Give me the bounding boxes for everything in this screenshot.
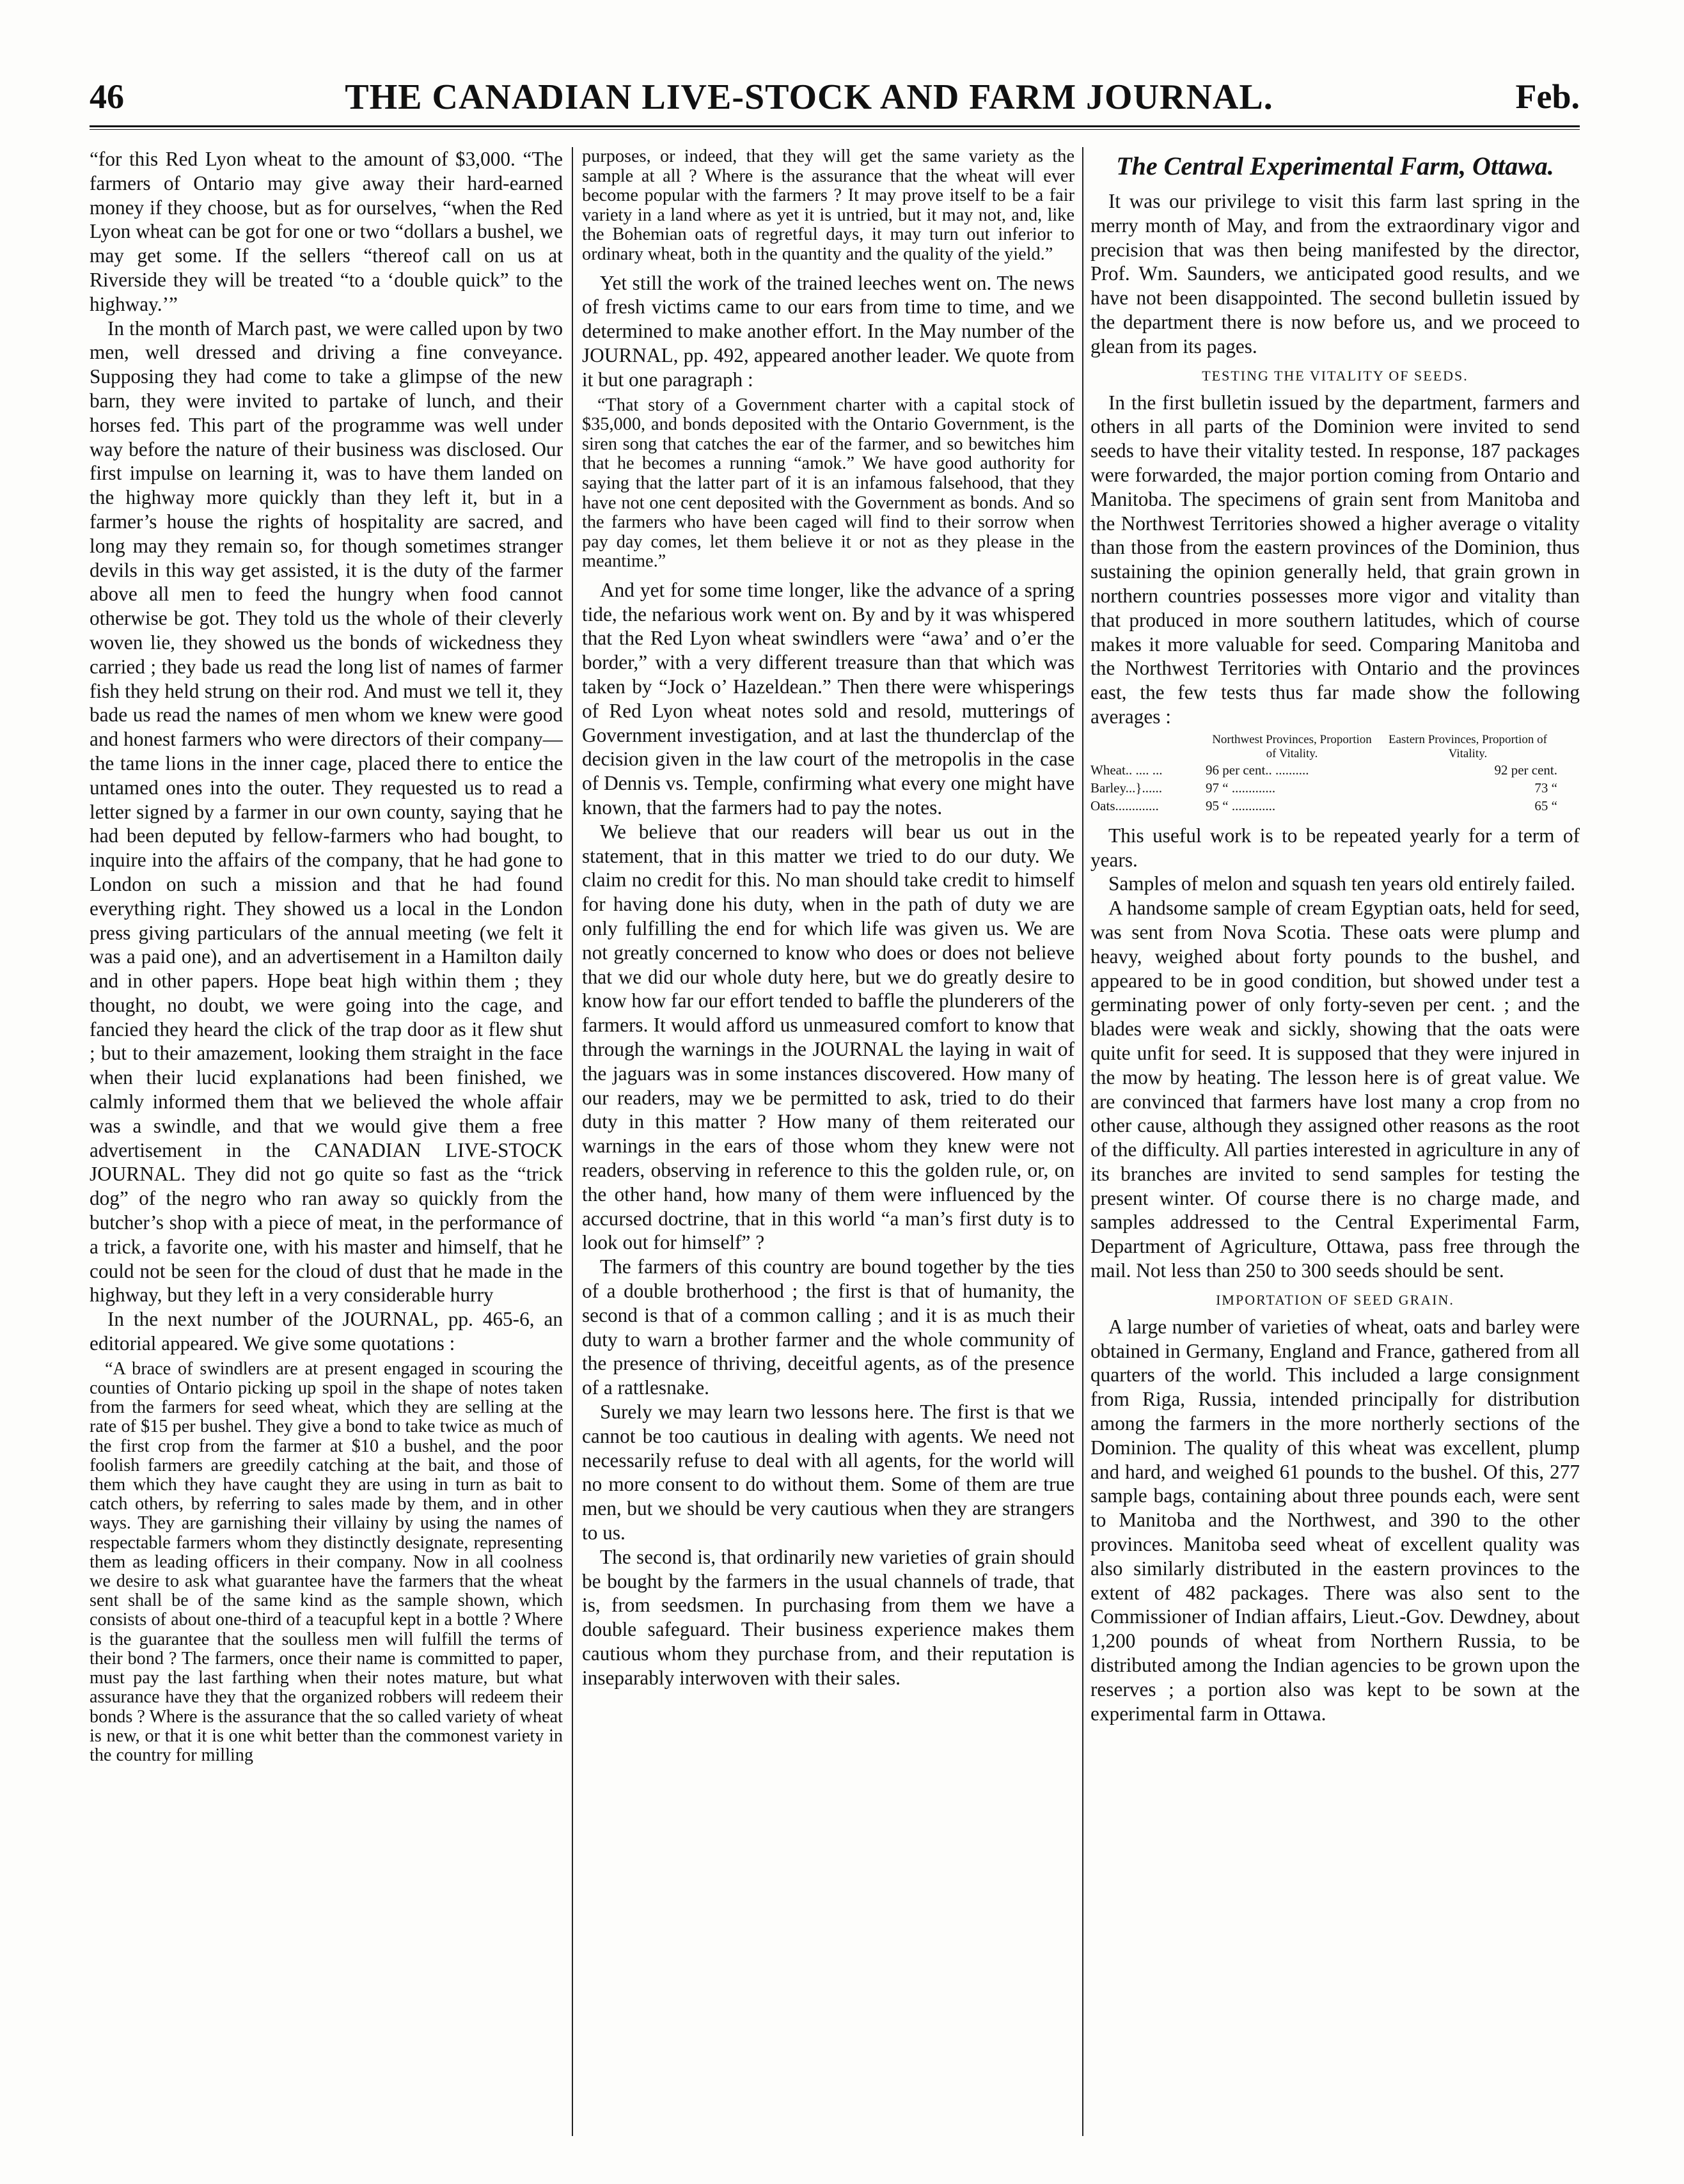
page-number: 46 bbox=[90, 77, 124, 116]
issue-month: Feb. bbox=[1515, 77, 1580, 116]
block-quote bbox=[582, 396, 1074, 572]
block-quote bbox=[90, 1360, 563, 1765]
east-cell: 65 “ bbox=[1534, 797, 1557, 813]
paragraph: This useful work is to be repeated yearly for a term of years. bbox=[1090, 824, 1580, 871]
column-1 bbox=[90, 147, 563, 2136]
paragraph: A handsome sample of cream Egyptian oats, held for seed, was sent from Nova Scotia. These oats were plump and heavy, weighed about forty pounds to the bushel, and appeared to be in good condition, but showed under test a germinating power of only forty-seven per cent. ; and the blades were weak and sickly, showing that the oats were quite unfit for seed. It is supposed that they were injured in the mow by heating. The lesson here is of great value. We are convinced that farmers have lost many a crop from no other cause, although they assigned other reasons as the root of the difficulty. All parties interested in agriculture in any of its branches are invited to send samples for testing the present winter. Of course there is no charge made, and samples addressed to the Central Experimental Farm, Department of Agriculture, Ottawa, pass free through the mail. Not less than 250 to 300 seeds should be sent. bbox=[1090, 897, 1580, 1282]
block-quote bbox=[582, 147, 1074, 265]
table-row bbox=[1090, 779, 1580, 797]
east-cell: 92 per cent. bbox=[1494, 762, 1557, 778]
quote-text: purposes, or indeed, that they will get the same variety as the sample at all ? Where is the assurance that the wheat will ever become popular with the farmers ? It may prove itself to be a fair variety in a land where as yet it is untried, but it may not, and, like the Bohemian oats of regretful days, it may turn out inferior to ordinary wheat, both in the quantity and the quality of the yield.” bbox=[582, 147, 1074, 264]
journal-title: THE CANADIAN LIVE-STOCK AND FARM JOURNAL. bbox=[345, 77, 1273, 117]
column-divider bbox=[572, 147, 573, 2136]
article-title: The Central Experimental Farm, Ottawa. bbox=[1116, 152, 1554, 180]
header-rule bbox=[90, 125, 1580, 130]
table-header-row bbox=[1090, 733, 1580, 761]
paragraph: And yet for some time longer, like the advance of a spring tide, the nefarious work went on. By and by it was whispered that the Red Lyon wheat swindlers were “awa’ and o’er the border,” with a very different treasure than that which was taken by “Jock o’ Hazeldean.” Then there were whisperings of Red Lyon wheat notes sold and resold, mutterings of Government investigation, and at last the thunderclap of the decision given in the law court of the metropolis in the case of Dennis vs. Temple, confirming what every one might have known, that the farmers had to pay the notes. bbox=[582, 578, 1074, 819]
section-heading: IMPORTATION OF SEED GRAIN. bbox=[1216, 1291, 1454, 1308]
quote-text: “That story of a Government charter with a capital stock of $35,000, and bonds deposited with the Ontario Government, is the siren song that catches the ear of the farmer, and so bewitches him that he becomes a running “amok.” We have good authority for saying that the latter part of it is an infamous falsehood, that they have not one cent deposited with the Government as bonds. And so the farmers who have been caged will find to their sorrow when pay day comes, let them believe it or not as they please in the meantime.” bbox=[582, 395, 1074, 572]
column-header: Eastern Provinces, Proportion of Vitality. bbox=[1388, 732, 1547, 760]
table-row bbox=[1090, 797, 1580, 815]
column-2 bbox=[582, 147, 1074, 2136]
quote-text: “A brace of swindlers are at present engaged in scouring the counties of Ontario picking up spoil in the shape of notes taken from the farmers for seed wheat, which they are selling at the rate of $15 per bushel. They give a bond to take twice as much of the first crop from the farmer at $10 a bushel, and the poor foolish farmers are greedily catching at the bait, and those of them which they have caught they are using in turn as bait to catch others, by referring to sales made by them, and in other ways. They are garnishing their villainy by using the names of respectable farmers whom they distinctly designate, representing them as leading officers in their company. Now in all coolness we desire to ask what guarantee have the farmers that the wheat sent shall be of the same kind as the sample shown, which consists of about one-third of a teacupful kept in a bottle ? Where is the guarantee that the soulless men will fulfill the terms of their bond ? The farmers, once their name is committed to paper, must pay the last farthing when their notes mature, but what assurance have they that the organized robbers will redeem their bonds ? Where is the assurance that the so called variety of wheat is new, or that it is one whit better than the commonest variety in the country for milling bbox=[90, 1358, 563, 1765]
paragraph: In the first bulletin issued by the department, farmers and others in all parts of the Dominion were invited to send seeds to have their vitality tested. In response, 187 packages were forwarded, the major portion coming from Ontario and Manitoba. The specimens of grain sent from Manitoba and the Northwest Territories showed a higher average o vitality than those from the eastern provinces of the Dominion, thus sustaining the opinion generally held, that grain grown in northern countries possesses more vigor and vitality than that produced in more southern latitudes, which of course makes it more valuable for seed. Comparing Manitoba and the Northwest Territories with Ontario and the provinces east, the few tests thus far made show the following averages : bbox=[1090, 391, 1580, 728]
paragraph: A large number of varieties of wheat, oats and barley were obtained in Germany, England and France, gathered from all quarters of the world. This included a large consignment from Riga, Russia, intended principally for distribution among the farmers in the more northerly sections of the Dominion. The quality of this wheat was excellent, plump and hard, and weighed 61 pounds to the bushel. Of this, 277 sample bags, containing about three pounds each, were sent to Manitoba and the Northwest, and 390 to the other provinces. Manitoba seed wheat of excellent quality was also similarly distributed in the eastern provinces to the extent of 482 packages. There was also sent to the Commissioner of Indian affairs, Lieut.-Gov. Dewdney, about 1,200 pounds of wheat from Northern Russia, to be distributed among the Indian agencies to be grown upon the reserves ; a portion also was kept to be sown at the experimental farm in Ottawa. bbox=[1090, 1315, 1580, 1725]
table-row bbox=[1090, 761, 1580, 779]
crop-cell: Oats............. bbox=[1090, 797, 1159, 813]
page-header bbox=[90, 77, 1580, 116]
paragraph: In the next number of the JOURNAL, pp. 465-6, an editorial appeared. We give some quotations : bbox=[90, 1308, 563, 1355]
paragraph: The second is, that ordinarily new varieties of grain should be bought by the farmers in the usual channels of trade, that is, from seedsmen. In purchasing from them we have a double safeguard. Their business experience makes them cautious whom they purchase from, and their reputation is inseparably interwoven with their sales. bbox=[582, 1545, 1074, 1689]
column-header: Northwest Provinces, Proportion of Vitality. bbox=[1212, 732, 1372, 760]
vitality-table bbox=[1090, 733, 1580, 815]
column-3 bbox=[1090, 147, 1580, 2136]
paragraph: Surely we may learn two lessons here. The first is that we cannot be too cautious in dealing with agents. We need not necessarily refuse to deal with all agents, for the world will no more consent to do without them. Some of them are true men, but we should be very cautious when they are strangers to us. bbox=[582, 1400, 1074, 1544]
paragraph: Yet still the work of the trained leeches went on. The news of fresh victims came to our ears from time to time, and we determined to make another effort. In the May number of the JOURNAL, pp. 492, appeared another leader. We quote from it but one paragraph : bbox=[582, 271, 1074, 391]
crop-cell: Wheat.. .... ... bbox=[1090, 762, 1163, 778]
paragraph: The farmers of this country are bound together by the ties of a double brotherhood ; the first is that of humanity, the second is that of a common calling ; and it is as much their duty to warn a brother farmer and the whole community of the presence of thriving, deceitful agents, as of the presence of a rattlesnake. bbox=[582, 1255, 1074, 1399]
nw-cell: 96 per cent.. .......... bbox=[1206, 762, 1309, 778]
east-cell: 73 “ bbox=[1534, 780, 1557, 796]
nw-cell: 95 “ ............. bbox=[1206, 797, 1276, 813]
column-divider bbox=[1082, 147, 1083, 2136]
section-heading: TESTING THE VITALITY OF SEEDS. bbox=[1202, 367, 1468, 384]
paragraph: It was our privilege to visit this farm last spring in the merry month of May, and from the extraordinary vigor and precision that was then being manifested by the director, Prof. Wm. Saunders, we anticipated good results, and we have not been disappointed. The second bulletin issued by the department there is now before us, and we proceed to glean from its pages. bbox=[1090, 190, 1580, 357]
paragraph: We believe that our readers will bear us out in the statement, that in this matter we tried to do our duty. We claim no credit for this. No man should take credit to himself for having done his duty, when in the path of duty we are only fulfilling the end for which life was given us. We are not greatly concerned to know who does or does not believe that we did our whole duty here, but we do greatly desire to know how far our effort tended to baffle the plunderers of the farmers. It would afford us unmeasured comfort to know that through the warnings in the JOURNAL the laying in wait of the jaguars was in some instances discovered. How many of our readers, may we be permitted to ask, tried to do their duty in this matter ? How many of them reiterated our warnings in the ears of those whom they knew were not readers, observing in reference to this the golden rule, or, on the other hand, how many of them were influenced by the accursed doctrine, that in this world “a man’s first duty is to look out for himself” ? bbox=[582, 820, 1074, 1254]
paragraph: Samples of melon and squash ten years old entirely failed. bbox=[1108, 872, 1576, 895]
paragraph: In the month of March past, we were called upon by two men, well dressed and driving a fine conveyance. Supposing they had come to take a glimpse of the new barn, they were invited to partake of lunch, and their horses fed. This part of the programme was well under way before the nature of their business was disclosed. Our first impulse on learning it, was to have them landed on the highway more quickly than they left it, but in a farmer’s house the rights of hospitality are sacred, and long may they remain so, for though sometimes stranger devils in this way get assisted, it is the duty of the farmer above all men to feed the hungry when food cannot otherwise be got. They told us the whole of their cleverly woven lie, they showed us the bonds of wickedness they carried ; they bade us read the long list of names of farmer fish they held strung on their rod. And must we tell it, they bade us read the names of men whom we knew were good and honest farmers who were directors of their company—the tame lions in the inner cage, placed there to entice the untamed ones into the outer. They requested us to read a letter signed by a farmer in our own county, saying that he had been deputed by fellow-farmers who had bought, to inquire into the affairs of the company, that he had gone to London on such a mission and that he had found everything right. They showed us a local in the London press giving particulars of the annual meeting (we felt it was a paid one), and an advertisement in a Hamilton daily and in other papers. Hope beat high within them ; they thought, no doubt, we were going into the cage, and fancied they heard the click of the trap door as it flew shut ; but to their amazement, looking them straight in the face when their lucid explanations had been finished, we calmly informed them that we believed the whole affair was a swindle, and that we would give them a free advertisement in the CANADIAN LIVE-STOCK JOURNAL. They did not go quite so fast as the “trick dog” of the negro who ran away so quickly from the butcher’s shop with a piece of meat, in the performance of a trick, a favorite one, with his master and himself, that he could not be seen for the cloud of dust that he made in the highway, but they left in a very considerable hurry bbox=[90, 317, 563, 1307]
nw-cell: 97 “ ............. bbox=[1206, 780, 1276, 796]
paragraph: “for this Red Lyon wheat to the amount of $3,000. “The farmers of Ontario may give away their hard-earned money if they choose, but as for ourselves, “when the Red Lyon wheat can be got for one or two “dollars a bushel, we may get some. If the sellers “thereof call on us at Riverside they will be treated “to a ‘double quick” to the highway.’” bbox=[90, 148, 563, 315]
crop-cell: Barley...}...... bbox=[1090, 780, 1162, 796]
